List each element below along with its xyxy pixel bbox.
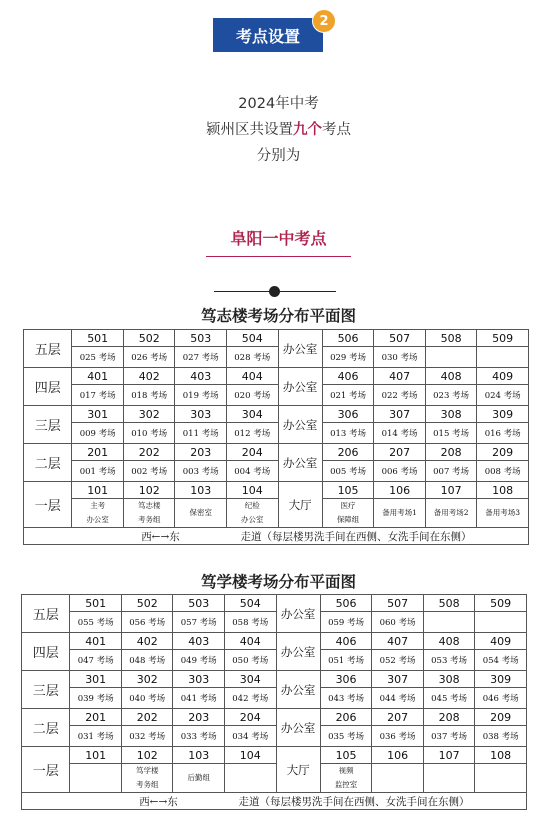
room-use: 011 考场 (175, 423, 227, 444)
room-number: 307 (374, 406, 426, 423)
center-room: 办公室 (276, 595, 320, 633)
room-use: 045 考场 (423, 688, 475, 709)
room-number: 308 (425, 406, 477, 423)
room-use: 视频 监控室 (320, 764, 372, 793)
room-use (475, 612, 527, 633)
room-use: 031 考场 (70, 726, 122, 747)
room-number: 207 (374, 444, 426, 461)
room-number: 306 (322, 406, 374, 423)
room-use: 051 考场 (320, 650, 372, 671)
room-use (425, 347, 477, 368)
intro-listing: 分别为 (256, 148, 301, 164)
corridor-text: 走道（每层楼男洗手间在西侧、女洗手间在东侧） (238, 795, 470, 808)
intro-count (0, 118, 557, 139)
room-use: 014 考场 (374, 423, 426, 444)
room-use: 042 考场 (224, 688, 276, 709)
room-use: 044 考场 (372, 688, 424, 709)
room-number: 307 (372, 671, 424, 688)
room-number: 107 (423, 747, 475, 764)
room-number: 102 (123, 482, 175, 499)
corridor-direction: 西←→东 (141, 530, 180, 543)
room-number: 402 (121, 633, 173, 650)
center-room: 办公室 (278, 330, 322, 368)
room-use: 041 考场 (173, 688, 225, 709)
room-use: 保密室 (175, 499, 227, 528)
floor-row (24, 406, 529, 423)
center-room: 办公室 (276, 671, 320, 709)
room-use (477, 347, 529, 368)
room-number: 508 (425, 330, 477, 347)
center-room: 办公室 (278, 406, 322, 444)
room-use: 015 考场 (425, 423, 477, 444)
corridor-row (22, 793, 527, 810)
room-use: 007 考场 (425, 461, 477, 482)
room-use: 043 考场 (320, 688, 372, 709)
room-use: 028 考场 (226, 347, 278, 368)
room-number: 502 (121, 595, 173, 612)
room-number: 506 (322, 330, 374, 347)
room-number: 309 (477, 406, 529, 423)
room-number: 203 (173, 709, 225, 726)
building1-floor-plan (23, 329, 529, 545)
floor-row (22, 633, 527, 650)
center-room: 大厅 (278, 482, 322, 528)
corridor-row (24, 528, 529, 545)
room-number: 208 (425, 444, 477, 461)
room-number: 304 (224, 671, 276, 688)
room-use: 047 考场 (70, 650, 122, 671)
room-number: 403 (173, 633, 225, 650)
room-number: 107 (425, 482, 477, 499)
floor-row-detail (24, 347, 529, 368)
room-use: 036 考场 (372, 726, 424, 747)
room-number: 306 (320, 671, 372, 688)
floor-row (24, 482, 529, 499)
room-use: 032 考场 (121, 726, 173, 747)
center-room: 办公室 (276, 633, 320, 671)
room-use: 056 考场 (121, 612, 173, 633)
room-use: 058 考场 (224, 612, 276, 633)
room-number: 507 (372, 595, 424, 612)
room-number: 301 (70, 671, 122, 688)
floor-row-detail (22, 688, 527, 709)
floor-row-detail (24, 461, 529, 482)
room-number: 105 (320, 747, 372, 764)
room-use: 034 考场 (224, 726, 276, 747)
intro-count-highlight: 九个 (293, 122, 322, 138)
room-use: 020 考场 (226, 385, 278, 406)
room-use: 018 考场 (123, 385, 175, 406)
floor-label: 四层 (24, 368, 72, 406)
room-use (423, 612, 475, 633)
room-use (475, 764, 527, 793)
room-number: 207 (372, 709, 424, 726)
room-use: 002 考场 (123, 461, 175, 482)
room-number: 103 (173, 747, 225, 764)
room-number: 402 (123, 368, 175, 385)
center-room: 办公室 (278, 368, 322, 406)
floor-row (22, 747, 527, 764)
room-number: 302 (121, 671, 173, 688)
room-use: 备用考场1 (374, 499, 426, 528)
room-use: 030 考场 (374, 347, 426, 368)
room-use: 017 考场 (72, 385, 124, 406)
room-number: 108 (475, 747, 527, 764)
floor-label: 一层 (24, 482, 72, 528)
room-number: 501 (72, 330, 124, 347)
room-number: 302 (123, 406, 175, 423)
room-number: 309 (475, 671, 527, 688)
room-number: 409 (475, 633, 527, 650)
floor-row-detail (22, 612, 527, 633)
floor-row (22, 671, 527, 688)
room-number: 407 (372, 633, 424, 650)
room-number: 104 (224, 747, 276, 764)
room-number: 304 (226, 406, 278, 423)
room-use: 016 考场 (477, 423, 529, 444)
room-use: 052 考场 (372, 650, 424, 671)
room-use: 029 考场 (322, 347, 374, 368)
room-number: 103 (175, 482, 227, 499)
room-number: 102 (121, 747, 173, 764)
room-use: 013 考场 (322, 423, 374, 444)
floor-label: 五层 (22, 595, 70, 633)
venue-underline (206, 256, 351, 257)
room-number: 208 (423, 709, 475, 726)
room-use: 053 考场 (423, 650, 475, 671)
room-number: 209 (477, 444, 529, 461)
room-use: 备用考场3 (477, 499, 529, 528)
room-number: 209 (475, 709, 527, 726)
separator-dot-icon (269, 286, 280, 297)
floor-row-detail (22, 764, 527, 793)
room-use: 024 考场 (477, 385, 529, 406)
room-number: 504 (226, 330, 278, 347)
floor-label: 二层 (24, 444, 72, 482)
room-number: 401 (72, 368, 124, 385)
room-number: 404 (226, 368, 278, 385)
center-room: 办公室 (278, 444, 322, 482)
room-number: 105 (322, 482, 374, 499)
room-number: 308 (423, 671, 475, 688)
room-number: 504 (224, 595, 276, 612)
center-room: 大厅 (276, 747, 320, 793)
floor-label: 一层 (22, 747, 70, 793)
room-number: 203 (175, 444, 227, 461)
room-use: 008 考场 (477, 461, 529, 482)
room-number: 106 (374, 482, 426, 499)
room-number: 408 (425, 368, 477, 385)
room-number: 202 (123, 444, 175, 461)
room-use: 040 考场 (121, 688, 173, 709)
room-use: 005 考场 (322, 461, 374, 482)
intro-count-prefix: 颍州区共设置 (206, 122, 293, 138)
room-number: 508 (423, 595, 475, 612)
room-use: 059 考场 (320, 612, 372, 633)
room-number: 401 (70, 633, 122, 650)
room-use: 后勤组 (173, 764, 225, 793)
floor-row-detail (24, 385, 529, 406)
room-number: 502 (123, 330, 175, 347)
room-number: 303 (175, 406, 227, 423)
floor-row (24, 444, 529, 461)
room-use: 004 考场 (226, 461, 278, 482)
room-use: 备用考场2 (425, 499, 477, 528)
room-use: 049 考场 (173, 650, 225, 671)
room-number: 201 (70, 709, 122, 726)
room-use (224, 764, 276, 793)
room-number: 101 (72, 482, 124, 499)
room-number: 108 (477, 482, 529, 499)
room-number: 406 (320, 633, 372, 650)
venue-title: 阜阳一中考点 (230, 229, 327, 248)
building2-title: 笃学楼考场分布平面图 (200, 572, 356, 591)
center-room: 办公室 (276, 709, 320, 747)
corridor-direction: 西←→东 (139, 795, 178, 808)
room-number: 407 (374, 368, 426, 385)
floor-row (22, 595, 527, 612)
section-badge (213, 9, 335, 53)
room-use (70, 764, 122, 793)
room-number: 501 (70, 595, 122, 612)
section-badge-label: 考点设置 (213, 18, 323, 52)
intro-year: 2024年中考 (238, 96, 319, 112)
room-use: 笃志楼 考务组 (123, 499, 175, 528)
room-use: 010 考场 (123, 423, 175, 444)
room-number: 408 (423, 633, 475, 650)
intro-count-suffix: 考点 (322, 122, 351, 138)
room-use: 035 考场 (320, 726, 372, 747)
room-number: 403 (175, 368, 227, 385)
floor-row (24, 330, 529, 347)
room-use: 023 考场 (425, 385, 477, 406)
room-use (372, 764, 424, 793)
floor-label: 三层 (22, 671, 70, 709)
room-number: 406 (322, 368, 374, 385)
room-number: 104 (226, 482, 278, 499)
room-use: 003 考场 (175, 461, 227, 482)
room-use: 笃学楼 考务组 (121, 764, 173, 793)
room-use: 037 考场 (423, 726, 475, 747)
room-number: 106 (372, 747, 424, 764)
room-use: 主考 办公室 (72, 499, 124, 528)
floor-row-detail (22, 650, 527, 671)
room-use: 009 考场 (72, 423, 124, 444)
room-use: 006 考场 (374, 461, 426, 482)
room-use: 001 考场 (72, 461, 124, 482)
corridor-note (24, 528, 529, 545)
room-use: 021 考场 (322, 385, 374, 406)
section-number-badge: 2 (312, 9, 336, 33)
room-use: 026 考场 (123, 347, 175, 368)
room-use: 046 考场 (475, 688, 527, 709)
room-number: 404 (224, 633, 276, 650)
room-number: 509 (477, 330, 529, 347)
room-use: 055 考场 (70, 612, 122, 633)
room-use: 048 考场 (121, 650, 173, 671)
room-number: 303 (173, 671, 225, 688)
room-use: 012 考场 (226, 423, 278, 444)
floor-row-detail (24, 499, 529, 528)
room-use: 060 考场 (372, 612, 424, 633)
floor-row-detail (24, 423, 529, 444)
room-use: 022 考场 (374, 385, 426, 406)
corridor-text: 走道（每层楼男洗手间在西侧、女洗手间在东侧） (240, 530, 472, 543)
floor-label: 二层 (22, 709, 70, 747)
room-number: 507 (374, 330, 426, 347)
room-use (423, 764, 475, 793)
room-number: 204 (226, 444, 278, 461)
room-use: 054 考场 (475, 650, 527, 671)
building2-floor-plan (21, 594, 527, 810)
floor-row (24, 368, 529, 385)
room-number: 202 (121, 709, 173, 726)
room-number: 101 (70, 747, 122, 764)
floor-label: 三层 (24, 406, 72, 444)
room-number: 409 (477, 368, 529, 385)
room-use: 医疗 保障组 (322, 499, 374, 528)
room-use: 039 考场 (70, 688, 122, 709)
room-number: 503 (175, 330, 227, 347)
room-number: 206 (322, 444, 374, 461)
room-number: 506 (320, 595, 372, 612)
room-number: 204 (224, 709, 276, 726)
building1-title: 笃志楼考场分布平面图 (200, 306, 356, 325)
corridor-note (22, 793, 527, 810)
room-use: 033 考场 (173, 726, 225, 747)
room-use: 057 考场 (173, 612, 225, 633)
room-number: 301 (72, 406, 124, 423)
floor-row-detail (22, 726, 527, 747)
room-number: 201 (72, 444, 124, 461)
room-number: 206 (320, 709, 372, 726)
room-use: 025 考场 (72, 347, 124, 368)
room-number: 503 (173, 595, 225, 612)
room-use: 纪检 办公室 (226, 499, 278, 528)
floor-label: 四层 (22, 633, 70, 671)
room-use: 027 考场 (175, 347, 227, 368)
room-use: 038 考场 (475, 726, 527, 747)
room-use: 050 考场 (224, 650, 276, 671)
room-number: 509 (475, 595, 527, 612)
floor-row (22, 709, 527, 726)
floor-label: 五层 (24, 330, 72, 368)
room-use: 019 考场 (175, 385, 227, 406)
